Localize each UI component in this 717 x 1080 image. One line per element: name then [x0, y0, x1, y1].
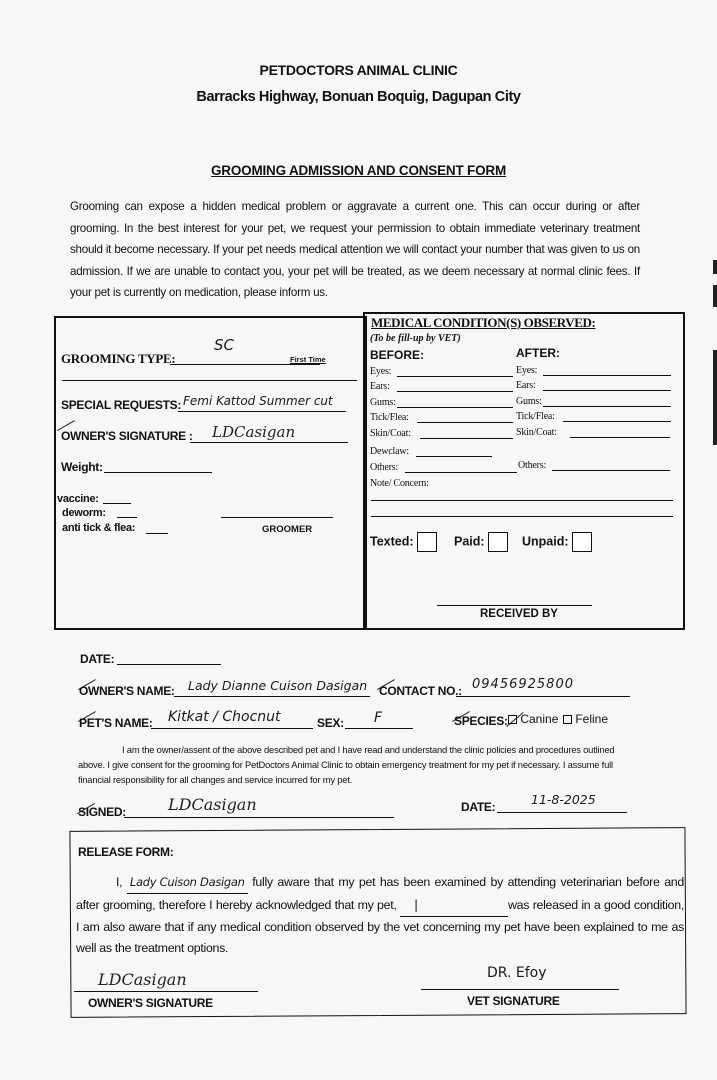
note-concern-line-2[interactable]	[371, 516, 673, 517]
feline-checkbox[interactable]	[563, 715, 572, 724]
after-row-field[interactable]	[543, 390, 671, 391]
release-paragraph: I, Lady Cuison Dasigan fully aware that my pet has been examined by attending veterinarian before and after grooming, therefore I hereby acknowledged that my pet, | was released in a good condition, I am also aware that if any medical condition observed by the vet concerning my pet have been explained to me as well as the treatment options.	[76, 872, 684, 959]
medical-subtitle: (To be fill-up by VET)	[370, 333, 461, 344]
weight-label: Weight:	[61, 460, 103, 474]
signed-label: SIGNED:	[78, 805, 126, 819]
dewclaw-field[interactable]	[416, 456, 492, 457]
before-row-field[interactable]	[420, 438, 513, 439]
canine-label: Canine	[520, 712, 559, 726]
grooming-extra-line	[62, 380, 357, 381]
paid-label: Paid:	[454, 534, 485, 549]
sex-label: SEX:	[317, 716, 344, 730]
groomer-label: GROOMER	[262, 524, 313, 535]
release-owner-signature-label: OWNER'S SIGNATURE	[88, 996, 213, 1010]
date-label: DATE:	[80, 652, 115, 666]
species-feline-option[interactable]	[563, 712, 608, 726]
texted-label: Texted:	[370, 534, 414, 549]
owner-signature-value: LDCasigan	[212, 423, 296, 441]
sex-field[interactable]	[345, 728, 413, 729]
grooming-type-label: GROOMING TYPE:	[61, 351, 176, 366]
consent-date-field[interactable]	[497, 812, 627, 813]
paid-checkbox-group	[454, 532, 508, 552]
release-pet-value: |	[414, 897, 418, 912]
special-requests-field[interactable]	[178, 411, 346, 412]
deworm-label: deworm:	[62, 507, 106, 519]
after-row-field[interactable]	[563, 421, 671, 422]
vaccine-field[interactable]	[103, 503, 131, 504]
clinic-address: Barracks Highway, Bonuan Boquig, Dagupan City	[196, 89, 521, 105]
before-row-field[interactable]	[417, 422, 513, 423]
vet-signature-field[interactable]	[421, 989, 619, 990]
before-row-field[interactable]	[397, 391, 513, 392]
after-row-field[interactable]	[543, 406, 671, 407]
others-before-field[interactable]	[405, 472, 517, 473]
sex-value: F	[374, 710, 383, 726]
note-concern-line-1[interactable]	[371, 500, 673, 501]
grooming-type-value: SC	[214, 336, 234, 354]
received-by-label: RECEIVED BY	[480, 608, 558, 620]
scan-edge-artifact	[713, 285, 717, 307]
after-row-label: Gums:	[516, 396, 542, 407]
unpaid-label: Unpaid:	[522, 534, 569, 549]
paid-checkbox[interactable]	[488, 532, 508, 552]
consent-paragraph: I am the owner/assent of the above described pet and I have read and understand the clinic policies and procedures outlined above. I give consent for the grooming for PetDoctors Animal Clinic to obtain emergency treatment for my pet if necessary. I assume full financial responsibility for all changes and service incurred for my pet.	[78, 744, 615, 785]
owner-name-value: Lady Dianne Cuison Dasigan	[188, 678, 368, 693]
release-name-value: Lady Cuison Dasigan	[129, 875, 245, 889]
after-row-field[interactable]	[543, 375, 671, 376]
release-title: RELEASE FORM:	[78, 845, 174, 859]
feline-label: Feline	[575, 712, 609, 726]
special-requests-label: SPECIAL REQUESTS:	[61, 398, 182, 412]
scan-edge-artifact	[713, 260, 717, 274]
vet-signature-value: DR. Efoy	[487, 965, 547, 981]
owner-signature-field[interactable]	[190, 442, 348, 443]
signed-value: LDCasigan	[168, 795, 257, 814]
release-owner-signature-field[interactable]	[74, 991, 258, 992]
after-row-label: Tick/Flea:	[516, 411, 555, 422]
date-field[interactable]	[117, 664, 221, 665]
pet-name-value: Kitkat / Chocnut	[168, 709, 281, 725]
others-after-label: Others:	[518, 460, 547, 471]
after-row-label: Eyes:	[516, 365, 538, 376]
signed-field[interactable]	[124, 817, 394, 818]
release-pet-field[interactable]	[400, 894, 508, 917]
deworm-field[interactable]	[117, 517, 137, 518]
contact-field[interactable]	[456, 696, 630, 697]
texted-checkbox-group	[370, 532, 437, 552]
after-label: AFTER:	[516, 346, 560, 360]
before-row-label: Ears:	[370, 381, 390, 392]
before-label: BEFORE:	[370, 348, 424, 362]
after-row-field[interactable]	[570, 437, 670, 438]
dewclaw-label: Dewclaw:	[370, 446, 409, 457]
clinic-name: PETDOCTORS ANIMAL CLINIC	[259, 62, 458, 78]
note-concern-label: Note/ Concern:	[370, 478, 429, 489]
vet-signature-label: VET SIGNATURE	[467, 994, 560, 1008]
after-row-label: Skin/Coat:	[516, 427, 557, 438]
contact-label: CONTACT NO.:	[379, 684, 462, 698]
unpaid-checkbox-group	[522, 532, 592, 552]
others-after-field[interactable]	[552, 470, 670, 471]
intro-paragraph: Grooming can expose a hidden medical problem or aggravate a current one. This can occur during or after grooming. In the best interest for your pet, we request your permission to obtain immediate veterinary treatment should it become necessary. If your pet needs medical attention we will contact your number that was given to us on admission. If we are unable to contact you, your pet will be treated, as we deem necessary at normal clinic fees. If your pet is currently on medication, please inform us.	[70, 200, 640, 299]
release-name-field[interactable]	[127, 872, 248, 894]
contact-value: 09456925800	[472, 677, 574, 692]
medical-title: MEDICAL CONDITION(S) OBSERVED:	[371, 315, 596, 330]
groomer-signature-field[interactable]	[221, 517, 333, 518]
owner-name-field[interactable]	[174, 696, 370, 697]
release-owner-signature-value: LDCasigan	[98, 970, 187, 989]
anti-tick-label: anti tick & flea:	[62, 522, 136, 534]
consent-date-label: DATE:	[461, 800, 496, 814]
form-title: GROOMING ADMISSION AND CONSENT FORM	[211, 163, 506, 178]
unpaid-checkbox[interactable]	[572, 532, 592, 552]
owner-name-label: OWNER'S NAME:	[79, 684, 175, 698]
special-requests-value: Femi Kattod Summer cut	[183, 394, 333, 408]
before-row-label: Skin/Coat:	[370, 428, 411, 439]
pet-name-field[interactable]	[151, 728, 313, 729]
anti-tick-field[interactable]	[146, 533, 168, 534]
before-row-label: Gums:	[370, 397, 396, 408]
vaccine-label: vaccine:	[57, 493, 99, 505]
weight-field[interactable]	[104, 472, 212, 473]
pet-name-label: PET'S NAME:	[79, 716, 153, 730]
before-row-field[interactable]	[397, 407, 513, 408]
texted-checkbox[interactable]	[417, 532, 437, 552]
before-row-field[interactable]	[397, 376, 513, 377]
scan-edge-artifact	[713, 350, 717, 445]
grooming-type-field[interactable]	[170, 364, 320, 365]
before-row-label: Eyes:	[370, 366, 392, 377]
others-before-label: Others:	[370, 462, 399, 473]
after-row-label: Ears:	[516, 380, 536, 391]
received-by-field[interactable]	[437, 605, 592, 606]
before-row-label: Tick/Flea:	[370, 412, 409, 423]
species-label: SPECIES:	[454, 714, 508, 728]
consent-date-value: 11-8-2025	[531, 792, 596, 807]
first-time-label: First Time	[290, 355, 326, 364]
owner-signature-label: OWNER'S SIGNATURE :	[61, 429, 193, 443]
